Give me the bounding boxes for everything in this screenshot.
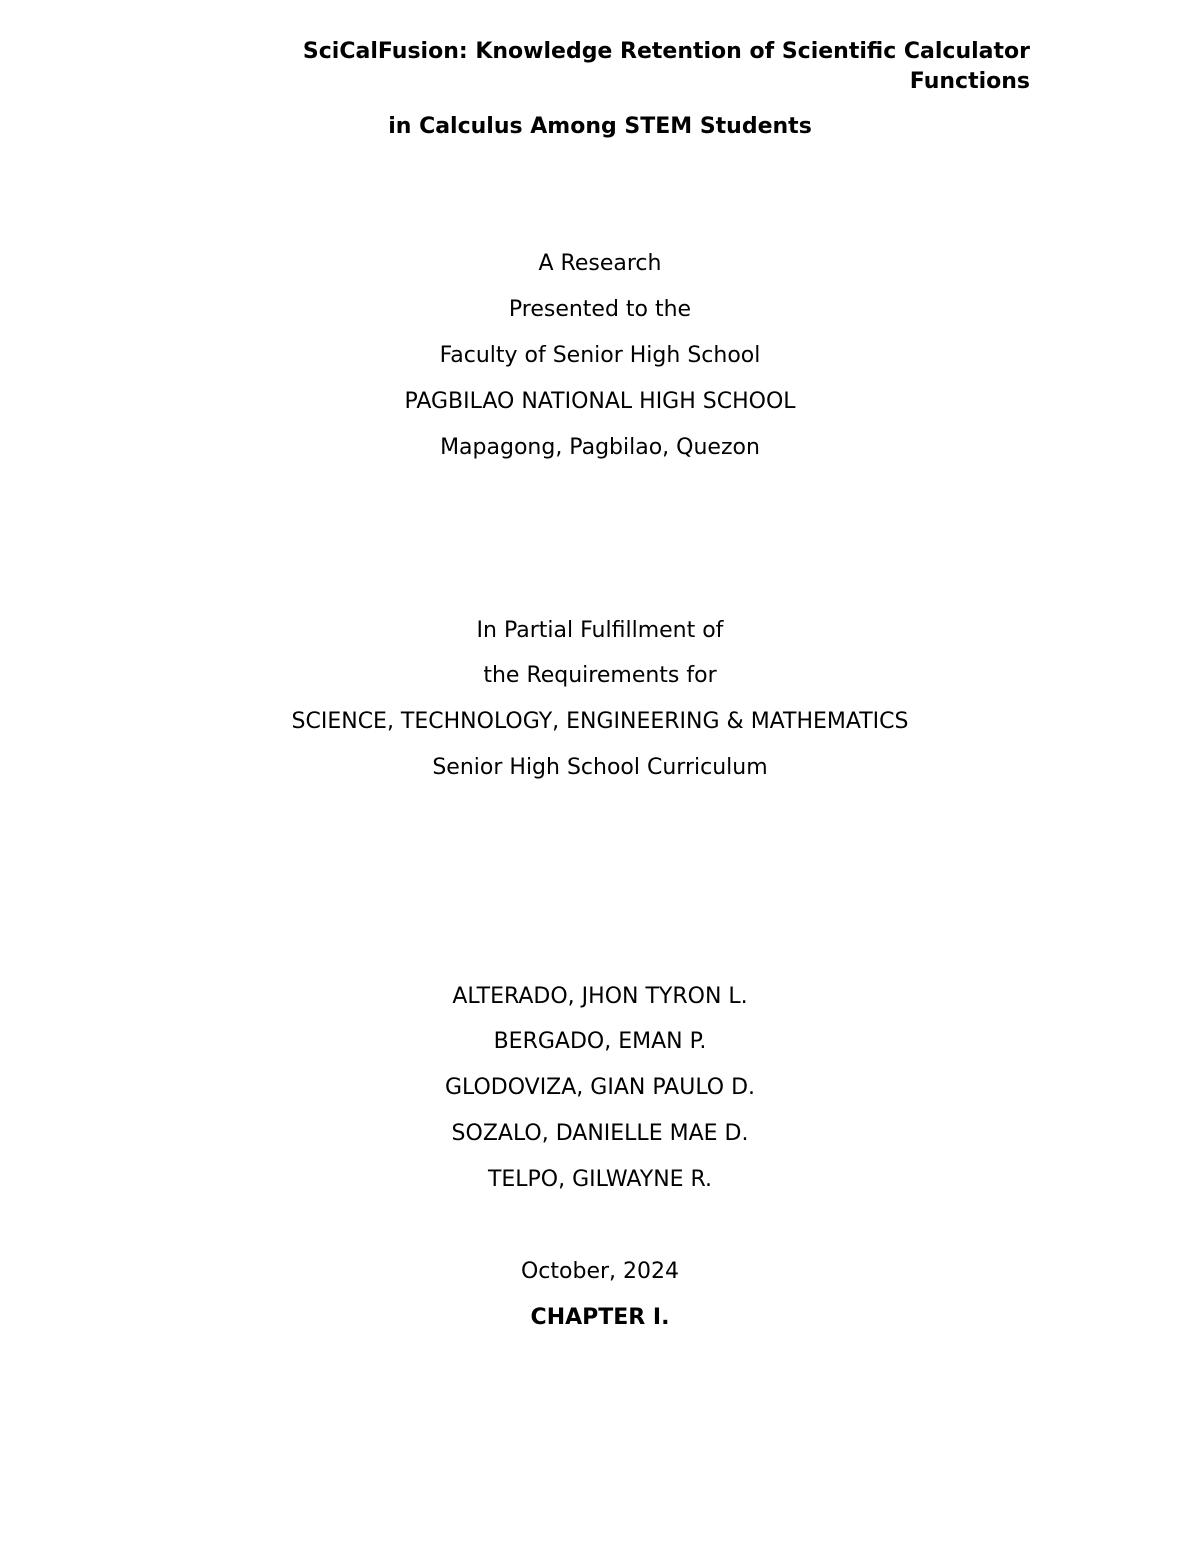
author-name: TELPO, GILWAYNE R. [487, 1167, 713, 1192]
document-subtitle: in Calculus Among STEM Students [388, 114, 812, 139]
presented-to-label: Presented to the [508, 297, 692, 322]
school-name: PAGBILAO NATIONAL HIGH SCHOOL [404, 389, 796, 414]
author-name: GLODOVIZA, GIAN PAULO D. [444, 1075, 756, 1100]
author-name: SOZALO, DANIELLE MAE D. [451, 1121, 749, 1146]
research-label: A Research [538, 251, 662, 276]
fulfillment-label: In Partial Fulfillment of [476, 618, 724, 643]
author-name: ALTERADO, JHON TYRON L. [452, 984, 748, 1009]
faculty-label: Faculty of Senior High School [439, 343, 761, 368]
requirements-label: the Requirements for [483, 663, 717, 688]
chapter-heading: CHAPTER I. [530, 1305, 670, 1330]
document-title: SciCalFusion: Knowledge Retention of Scientific Calculator Functions [302, 39, 1030, 94]
school-address: Mapagong, Pagbilao, Quezon [440, 435, 760, 460]
curriculum-name: Senior High School Curriculum [432, 755, 768, 780]
strand-name: SCIENCE, TECHNOLOGY, ENGINEERING & MATHEMATICS [291, 709, 909, 734]
author-name: BERGADO, EMAN P. [493, 1029, 707, 1054]
document-date: October, 2024 [520, 1259, 680, 1284]
